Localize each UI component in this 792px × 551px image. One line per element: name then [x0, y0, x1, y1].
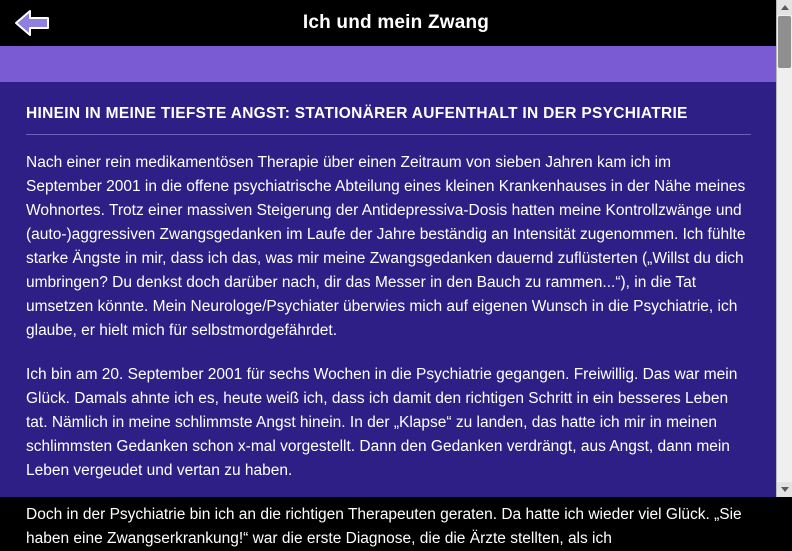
- article-content[interactable]: [0, 82, 777, 548]
- scroll-down-arrow-icon: [781, 487, 789, 492]
- page-title: Ich und mein Zwang: [302, 12, 490, 33]
- scroll-up-button[interactable]: [777, 0, 792, 15]
- heading-divider: [26, 134, 751, 135]
- scroll-up-arrow-icon: [781, 5, 789, 10]
- scroll-down-button[interactable]: [777, 482, 792, 497]
- back-button[interactable]: [0, 0, 64, 46]
- title-bar: [0, 0, 792, 46]
- article-heading: HINEIN IN MEINE TIEFSTE ANGST: STATIONÄRER AUFENTHALT IN DER PSYCHIATRIE: [26, 105, 688, 122]
- scrollbar-track[interactable]: [777, 15, 792, 482]
- article-paragraph: Nach einer rein medikamentösen Therapie über einen Zeitraum von sieben Jahren kam ich im September 2001 in die offene psychiatrische Abteilung eines kleinen Krankenhauses in der Nähe meines Wohnortes. Trotz einer massiven Steigerung der Antidepressiva-Dosis hatten meine Kontrollzwänge und (auto-)aggressiven Zwangsgedanken im Laufe der Jahre beständig an Intensität zugenommen. Ich fühlte starke Ängste in mir, dass ich das, was mir meine Zwangsgedanken dauernd zuflüsterten („Willst du dich umbringen? Du denkst doch darüber nach, dir das Messer in den Bauch zu rammen...“), in die Tat umsetzen könnte. Mein Neurologe/Psychiater überwies mich auf eigenen Wunsch in die Psychiatrie, ich glaube, er hielt mich für selbstmordgefährdet.: [26, 154, 746, 340]
- scrollbar-thumb[interactable]: [778, 16, 791, 68]
- article-paragraph: Ich bin am 20. September 2001 für sechs Wochen in die Psychiatrie gegangen. Freiwillig. Das war mein Glück. Damals ahnte ich es, heute weiß ich, dass ich damit den richtigen Schritt in ein besseres Leben tat. Nämlich in meine schlimmste Angst hinein. In der „Klapse“ zu landen, das hatte ich mir in meinen schlimmsten Gedanken schon x-mal vorgestellt. Dann den Gedanken verdrängt, aus Angst, dann mein Leben vergeudet und vertan zu haben.: [26, 366, 738, 480]
- header-band: [0, 46, 777, 82]
- vertical-scrollbar[interactable]: [776, 0, 792, 497]
- back-arrow-icon: [10, 8, 54, 38]
- article-paragraph: Doch in der Psychiatrie bin ich an die richtigen Therapeuten geraten. Da hatte ich wieder viel Glück. „Sie haben eine Zwangserkrankung!“ war die erste Diagnose, die die Ärzte stellten, als ich: [26, 506, 742, 548]
